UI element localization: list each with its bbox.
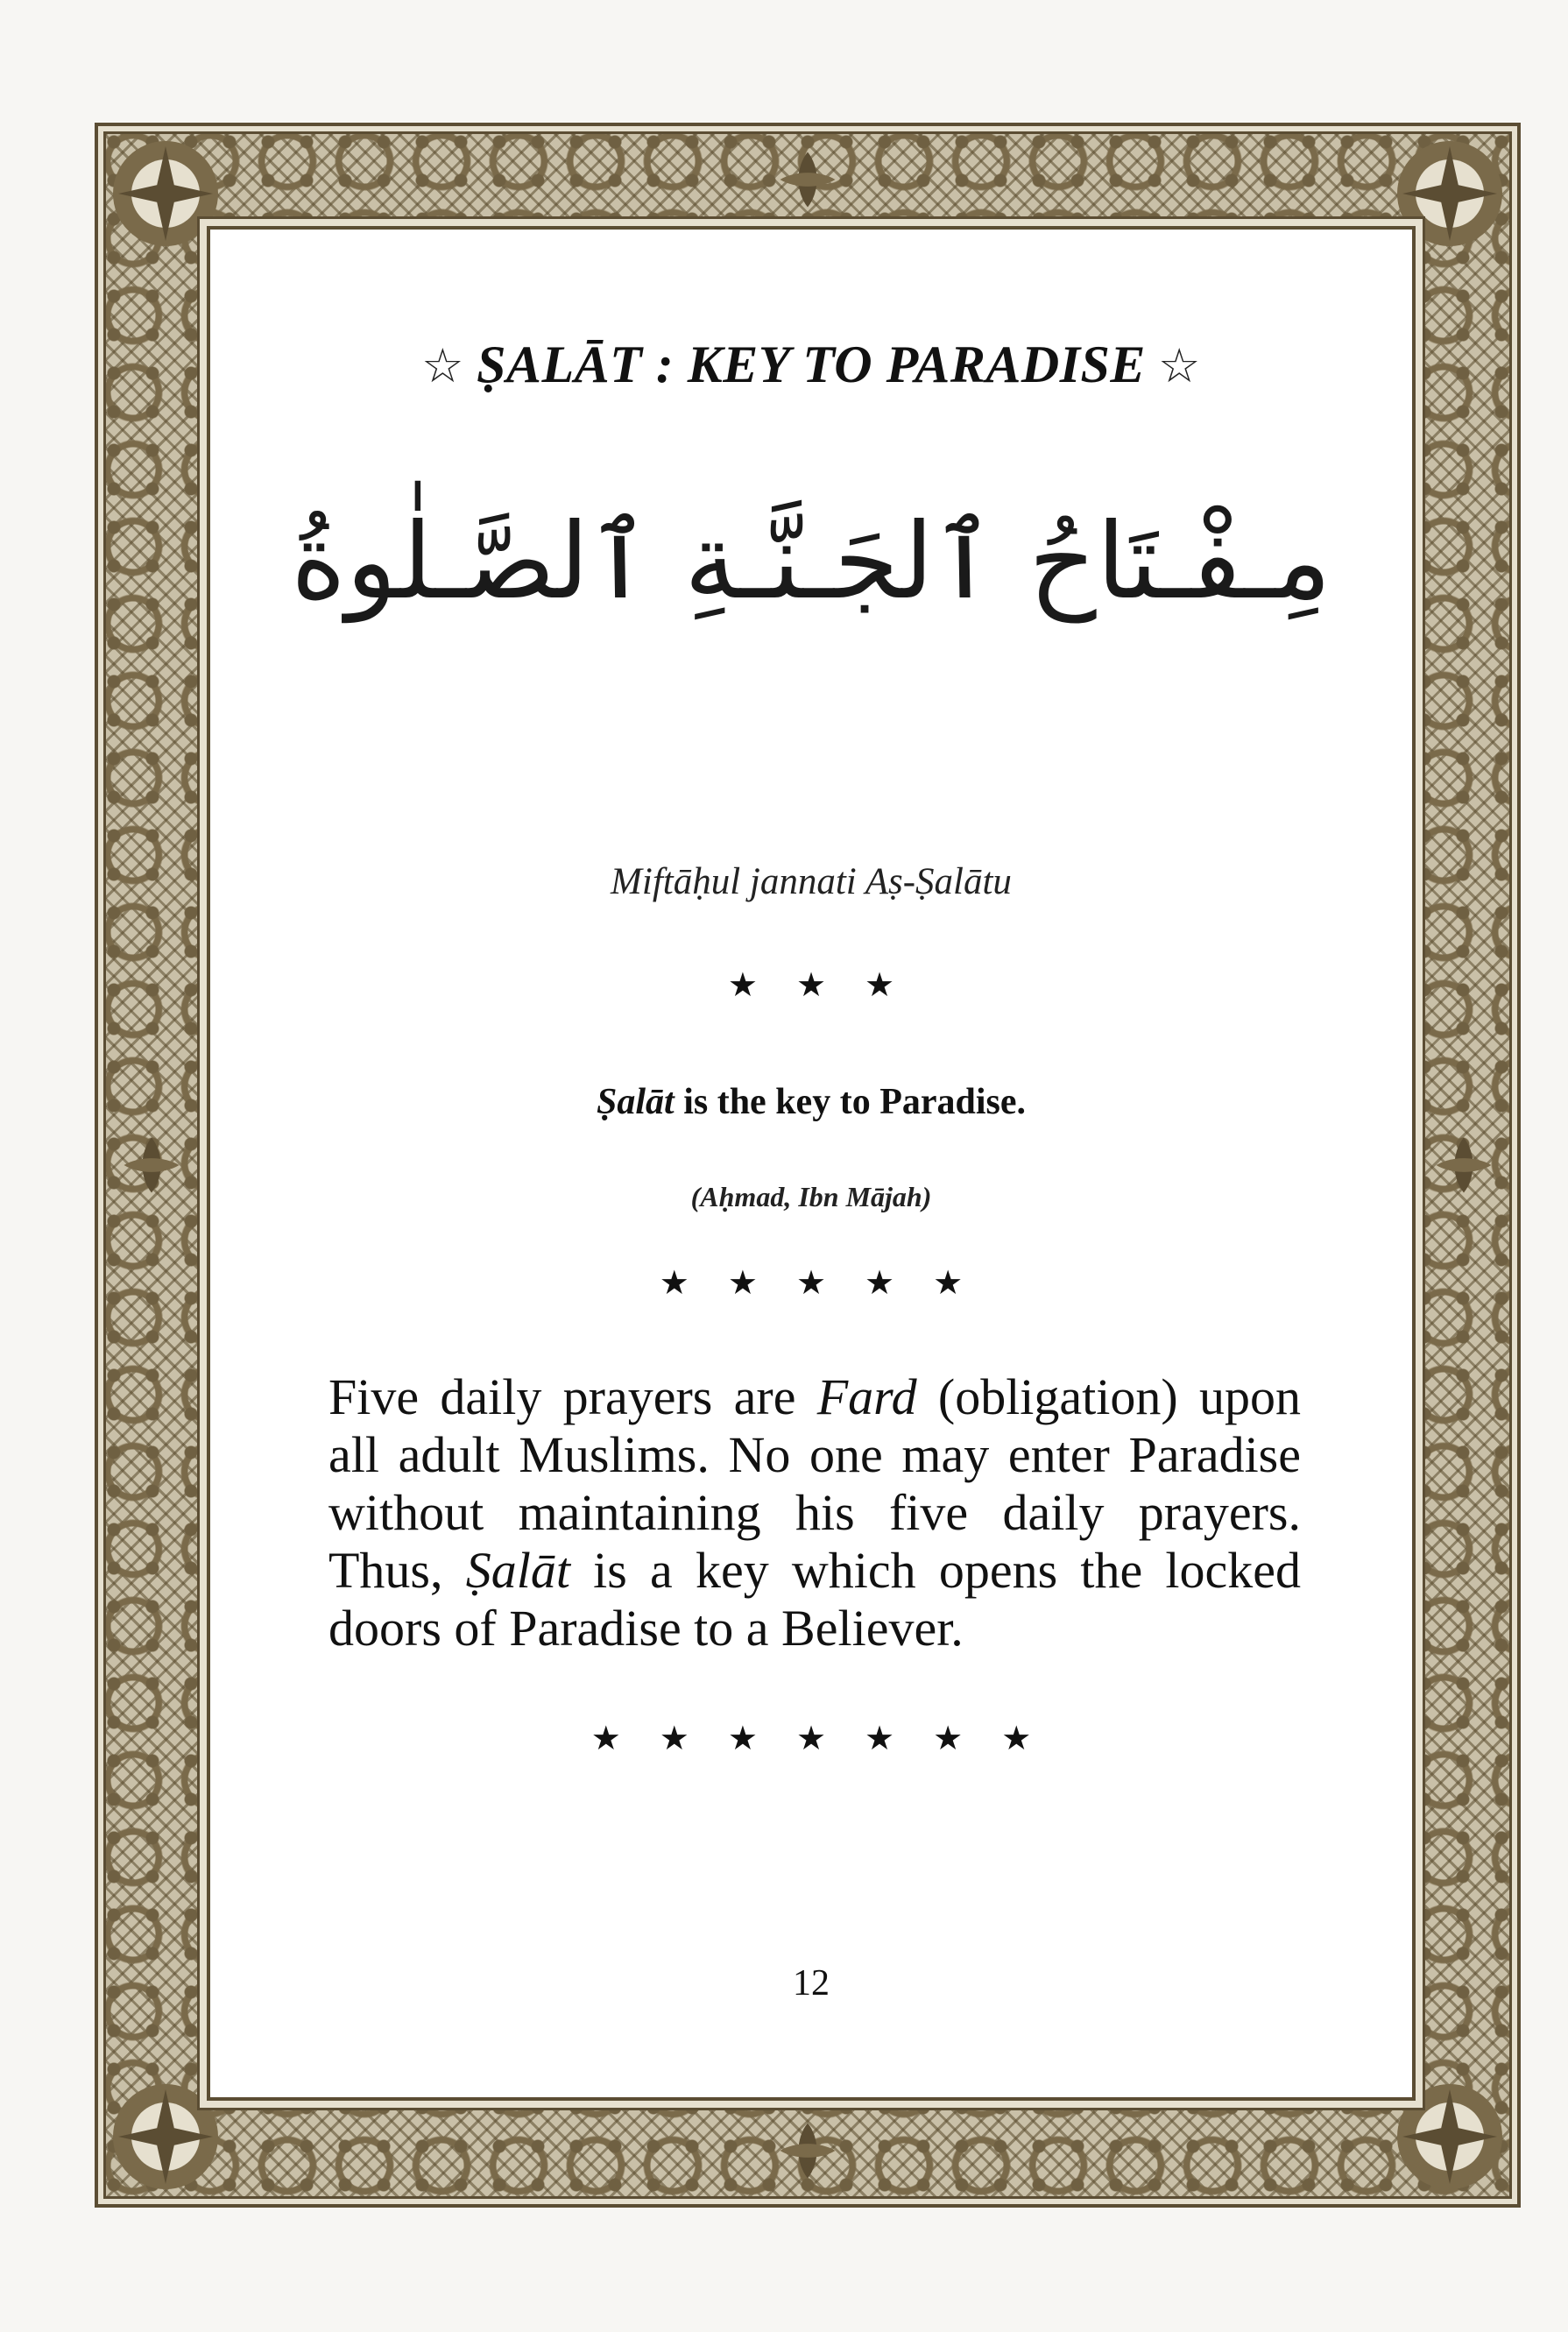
star-outline-icon: ☆ (421, 340, 465, 392)
fleur-ornament-icon (121, 1134, 182, 1196)
star-icon: ★ (659, 1719, 689, 1757)
transliteration: Miftāḥul jannati Aṣ-Ṣalātu (611, 861, 1012, 902)
hadith-term: Ṣalāt (597, 1082, 675, 1122)
star-icon: ★ (1001, 1719, 1032, 1757)
body-term-fard: Fard (816, 1368, 917, 1425)
text-panel (210, 230, 1412, 2097)
title-text: ṢALĀT : KEY TO PARADISE (477, 336, 1146, 393)
page-title (210, 335, 1412, 395)
body-part-2: (obligation) upon all adult Muslims. No one may enter Paradise without maintaining his five daily prayers. Thus, (328, 1368, 1301, 1599)
star-icon: ★ (795, 965, 827, 1004)
hadith-translation (210, 1081, 1412, 1123)
fleur-ornament-icon (777, 149, 838, 210)
star-icon: ★ (727, 965, 758, 1004)
fleur-ornament-icon (777, 2120, 838, 2181)
star-icon: ★ (727, 1263, 758, 1302)
arabic-hadith: مِـفْـتَاحُ ٱلجَـنَّـةِ ٱلصَّـلٰوةُ (291, 501, 1331, 623)
fleur-ornament-icon (1433, 1134, 1494, 1196)
body-part-3: is a key which opens the locked doors of Paradise to a Believer. (328, 1542, 1302, 1657)
star-outline-icon: ☆ (1157, 340, 1201, 392)
star-icon: ★ (795, 1719, 827, 1757)
body-term-salat: Ṣalāt (465, 1542, 570, 1599)
body-part-1: Five daily prayers are (328, 1368, 817, 1425)
star-icon: ★ (659, 1263, 689, 1302)
star-icon: ★ (727, 1719, 758, 1757)
star-icon: ★ (933, 1719, 964, 1757)
star-icon: ★ (865, 1719, 895, 1757)
star-divider-3 (210, 965, 1412, 1004)
star-divider-7 (210, 1719, 1412, 1757)
star-divider-5 (210, 1263, 1412, 1302)
star-icon: ★ (865, 965, 895, 1004)
hadith-rest: is the key to Paradise. (674, 1082, 1026, 1122)
star-icon: ★ (795, 1263, 827, 1302)
star-icon: ★ (933, 1263, 964, 1302)
star-icon: ★ (865, 1263, 895, 1302)
page-number: 12 (793, 1963, 830, 2003)
body-paragraph (328, 1368, 1301, 1657)
star-icon: ★ (590, 1719, 621, 1757)
hadith-source: (Aḥmad, Ibn Mājah) (690, 1181, 932, 1212)
